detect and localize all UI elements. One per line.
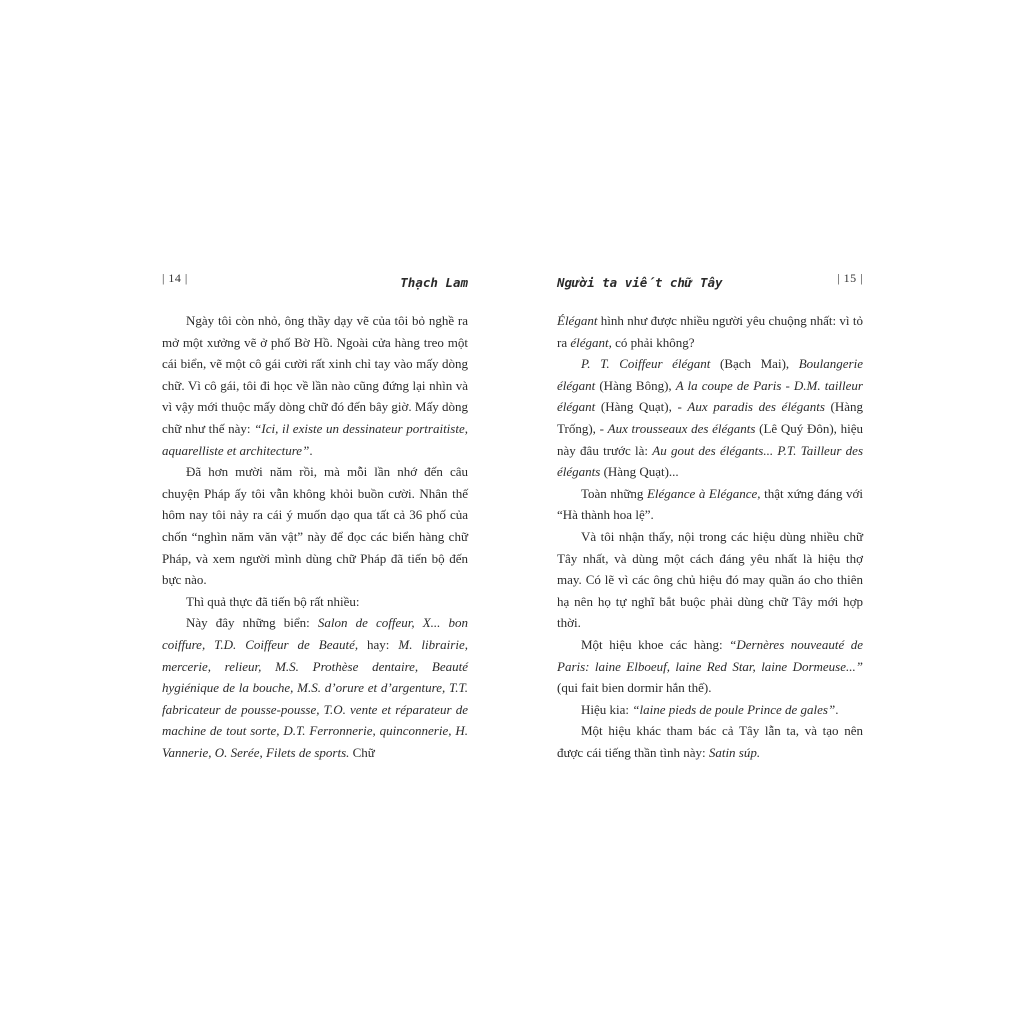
text-run: hình như được nhiều người yêu chuộng nhất: vì tỏ ra xyxy=(557,313,863,350)
italic-text: Élégant xyxy=(557,313,598,328)
paragraph xyxy=(557,353,863,483)
italic-text: “Ici, il existe un dessinateur portraitiste, aquarelliste et architecture” xyxy=(162,420,468,458)
paragraph xyxy=(162,591,468,613)
italic-text: Elégance à Elégance, xyxy=(646,485,761,501)
italic-text: Au gout des élégants... P.T. Tailleur des élégants xyxy=(557,442,863,480)
paragraph xyxy=(557,310,863,353)
paragraph xyxy=(557,634,863,699)
text-run: Chữ xyxy=(349,744,375,760)
text-run: (Hàng Quạt)... xyxy=(600,464,679,480)
text-run: Một hiệu khác tham bác cả Tây lẫn ta, và tạo nên được cái tiếng thần tình này: xyxy=(557,723,863,760)
right-page xyxy=(557,0,863,1024)
text-run: (Lê Quý Đôn), hiệu này đâu trước là: xyxy=(557,420,863,458)
paragraph xyxy=(557,699,863,721)
italic-text: Satin súp. xyxy=(708,744,761,760)
running-head-chapter-title: Người ta viết chữ Tây xyxy=(557,275,723,290)
text-run: có phải không? xyxy=(611,334,695,350)
text-run: (Hàng Bông), xyxy=(595,377,676,393)
text-run: Một hiệu khoe các hàng: xyxy=(581,636,730,652)
text-run: Toàn những xyxy=(581,485,647,501)
paragraph xyxy=(162,612,468,763)
italic-text: P. T. Coiffeur élégant xyxy=(581,356,711,372)
running-head-author: Thạch Lam xyxy=(400,275,468,290)
paragraph xyxy=(162,310,468,461)
page-number: | 15 | xyxy=(837,271,863,285)
italic-text: élégant, xyxy=(570,334,612,350)
left-page xyxy=(162,0,468,1024)
italic-text: Salon de coffeur, X... bon coiffure, T.D. Coiffeur de Beauté, xyxy=(162,615,468,652)
paragraph xyxy=(557,720,863,763)
text-run: thật xứng đáng với “Hà thành hoa lệ”. xyxy=(557,485,864,523)
body-text xyxy=(162,310,468,763)
page-number: | 14 | xyxy=(162,271,188,285)
text-run: . xyxy=(309,442,313,458)
paragraph xyxy=(162,461,468,591)
italic-text: M. librairie, mercerie, relieur, M.S. Prothèse dentaire, Beauté hygiénique de la bouche, M.S. d’orure et d’argenture, T.T. fabricateur de pousse-pousse, T.O. vente et réparateur de machine de tout sorte, D.T. Ferronnerie, quinconnerie, H. Vannerie, O. Serée, Filets de sports. xyxy=(162,636,468,760)
text-run: Này đây những biển: xyxy=(186,615,318,631)
paragraph xyxy=(557,483,863,526)
italic-text: Aux paradis des élégants xyxy=(687,399,825,415)
text-run: (qui fait bien dormir hắn thế). xyxy=(557,680,712,696)
text-run: Thì quả thực đã tiến bộ rất nhiều: xyxy=(186,593,360,609)
paragraph xyxy=(557,526,863,634)
text-run: Ngày tôi còn nhỏ, ông thầy dạy vẽ của tôi bỏ nghề ra mở một xưởng vẽ ở phố Bờ Hồ. Ngoài cửa hàng treo một cái biển, vẽ một cô gái cười rất xinh chỉ tay vào mấy dòng chữ. Vì cô gái, tôi đi học về lần nào cũng đứng lại nhìn và vì vậy mới thuộc mấy dòng chữ đó đến bây giờ. Mấy dòng chữ như thế này: xyxy=(162,313,468,436)
italic-text: A la coupe de Paris - D.M. tailleur élégant xyxy=(557,377,863,415)
text-run: hay: xyxy=(358,636,399,652)
text-run: Và tôi nhận thấy, nội trong các hiệu dùng nhiều chữ Tây nhất, và dùng một cách đáng yêu nhất là hiệu thợ may. Có lẽ vì các ông chủ hiệu đó may quần áo cho thiên hạ nên họ tự nghĩ bắt buộc phải dùng chữ Tây mới hợp thời. xyxy=(557,528,863,631)
text-run: Hiệu kia: xyxy=(581,701,633,717)
text-run: Đã hơn mười năm rồi, mà mỗi lần nhớ đến câu chuyện Pháp ấy tôi vẫn không khỏi buồn cười. Nhân thế hôm nay tôi nảy ra cái ý muốn dạo qua tất cả 36 phố của chốn “nghìn năm văn vật” này để đọc các biển hàng chữ Pháp, và xem người mình dùng chữ Pháp đã tiến bộ đến bực nào. xyxy=(162,464,468,588)
text-run: . xyxy=(835,701,839,717)
text-run: (Hàng Trống), - xyxy=(557,399,863,436)
body-text xyxy=(557,310,863,763)
text-run: (Hàng Quạt), - xyxy=(595,399,688,415)
italic-text: Aux trousseaux des élégants xyxy=(607,420,756,436)
text-run: (Bạch Mai), xyxy=(710,356,799,372)
italic-text: “Dernères nouveauté de Paris: laine Elboeuf, laine Red Star, laine Dormeuse...” xyxy=(557,636,864,674)
italic-text: “laine pieds de poule Prince de gales” xyxy=(632,701,836,717)
italic-text: Boulangerie élégant xyxy=(557,356,863,393)
